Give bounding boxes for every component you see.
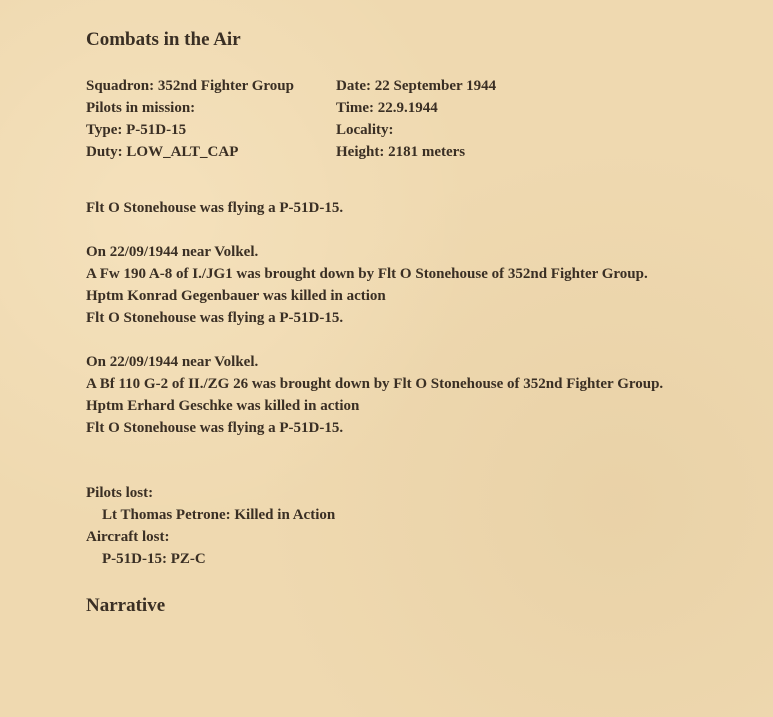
combat-fate: Hptm Erhard Geschke was killed in action [86,398,360,414]
narrative-heading: Narrative [86,595,166,616]
locality: Locality: [336,122,394,138]
combats-scroll-area[interactable] [86,201,746,449]
combat-entry [86,351,746,439]
combat-when: On 22/09/1944 near Volkel. [86,354,259,370]
pilots-lost-label: Pilots lost: [86,485,154,501]
combat-flying: Flt O Stonehouse was flying a P-51D-15. [86,310,344,326]
duty: Duty: LOW_ALT_CAP [86,144,239,160]
combat-event: A Bf 110 G-2 of II./ZG 26 was brought down by Flt O Stonehouse of 352nd Fighter Group. [86,376,664,392]
date: Date: 22 September 1944 [336,78,497,94]
combat-line: Flt O Stonehouse was flying a P-51D-15. [86,201,344,216]
combat-when: On 22/09/1944 near Volkel. [86,244,259,260]
pilots-in-mission: Pilots in mission: [86,100,196,116]
combat-event: A Fw 190 A-8 of I./JG1 was brought down by Flt O Stonehouse of 352nd Fighter Group. [86,266,648,282]
combat-fate: Hptm Konrad Gegenbauer was killed in action [86,288,386,304]
pilot-lost-item: Lt Thomas Petrone: Killed in Action [102,507,336,523]
combat-entry [86,241,746,329]
page-title: Combats in the Air [86,29,241,50]
height: Height: 2181 meters [336,144,466,160]
aircraft-lost-label: Aircraft lost: [86,529,170,545]
losses [86,482,335,570]
mission-info [86,75,686,163]
aircraft-lost-item: P-51D-15: PZ-C [102,551,206,567]
squadron: Squadron: 352nd Fighter Group [86,78,294,94]
aircraft-type: Type: P-51D-15 [86,122,187,138]
combat-flying: Flt O Stonehouse was flying a P-51D-15. [86,420,344,436]
time: Time: 22.9.1944 [336,100,438,116]
